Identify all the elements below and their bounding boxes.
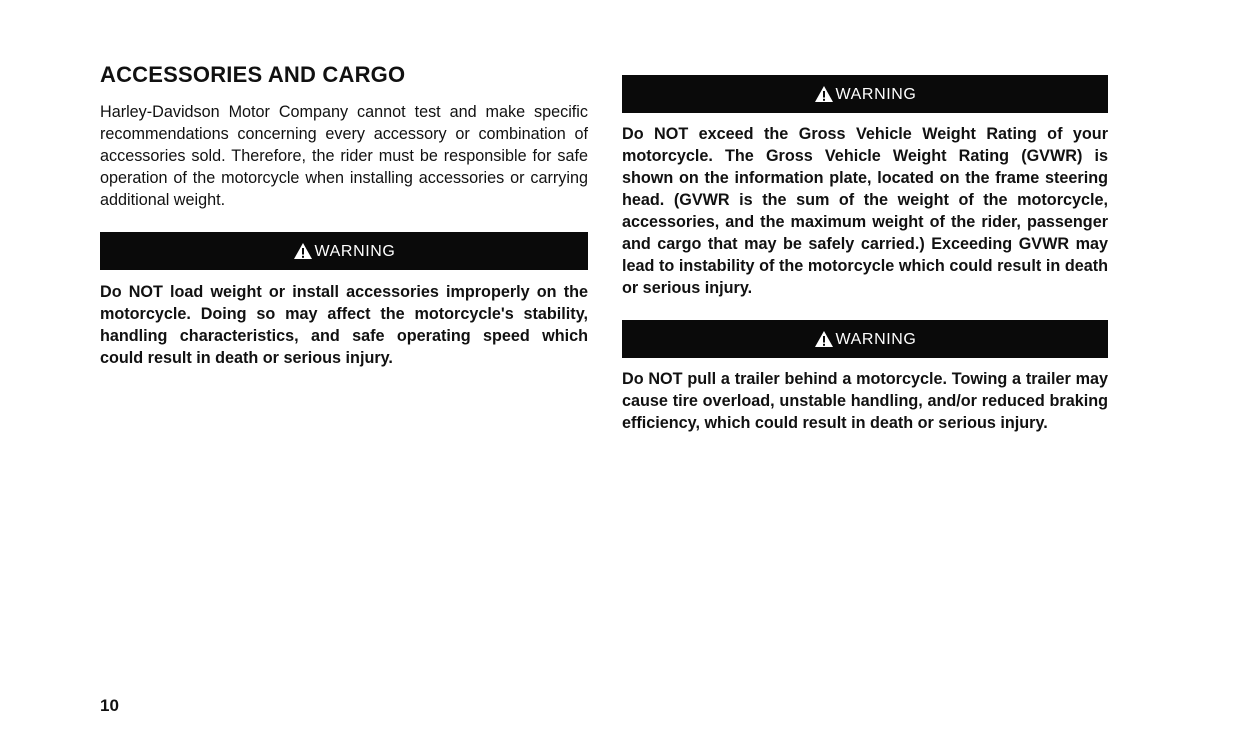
section-title: ACCESSORIES AND CARGO	[100, 62, 406, 87]
intro-paragraph: Harley-Davidson Motor Company cannot test and make specific recommendations concerning every accessory or combination of accessories sold. Therefore, the rider must be responsible for safe operation of the motorcycle when installing accessories or carrying additional weight.	[100, 103, 588, 209]
warning-label: WARNING	[835, 86, 917, 103]
warning-triangle-icon	[814, 85, 834, 103]
warning-text: Do NOT load weight or install accessories improperly on the motorcycle. Doing so may affect the motorcycle's stability, handling characteristics, and safe operating speed which could result in death or serious injury.	[100, 283, 588, 367]
warning-text: Do NOT pull a trailer behind a motorcycle. Towing a trailer may cause tire overload, unstable handling, and/or reduced braking efficiency, which could result in death or serious injury.	[622, 370, 1108, 432]
warning-banner	[622, 320, 1108, 358]
warning-label: WARNING	[835, 331, 917, 348]
page-number: 10	[100, 696, 119, 715]
warning-text: Do NOT exceed the Gross Vehicle Weight Rating of your motorcycle. The Gross Vehicle Weight Rating (GVWR) is shown on the information plate, located on the frame steering head. (GVWR is the sum of the weight of the motorcycle, accessories, and the maximum weight of the rider, passenger and cargo that may be safely carried.) Exceeding GVWR may lead to instability of the motorcycle which could result in death or serious injury.	[622, 125, 1108, 297]
warning-banner	[622, 75, 1108, 113]
warning-triangle-icon	[293, 242, 313, 260]
warning-banner	[100, 232, 588, 270]
warning-triangle-icon	[814, 330, 834, 348]
warning-label: WARNING	[314, 243, 396, 260]
